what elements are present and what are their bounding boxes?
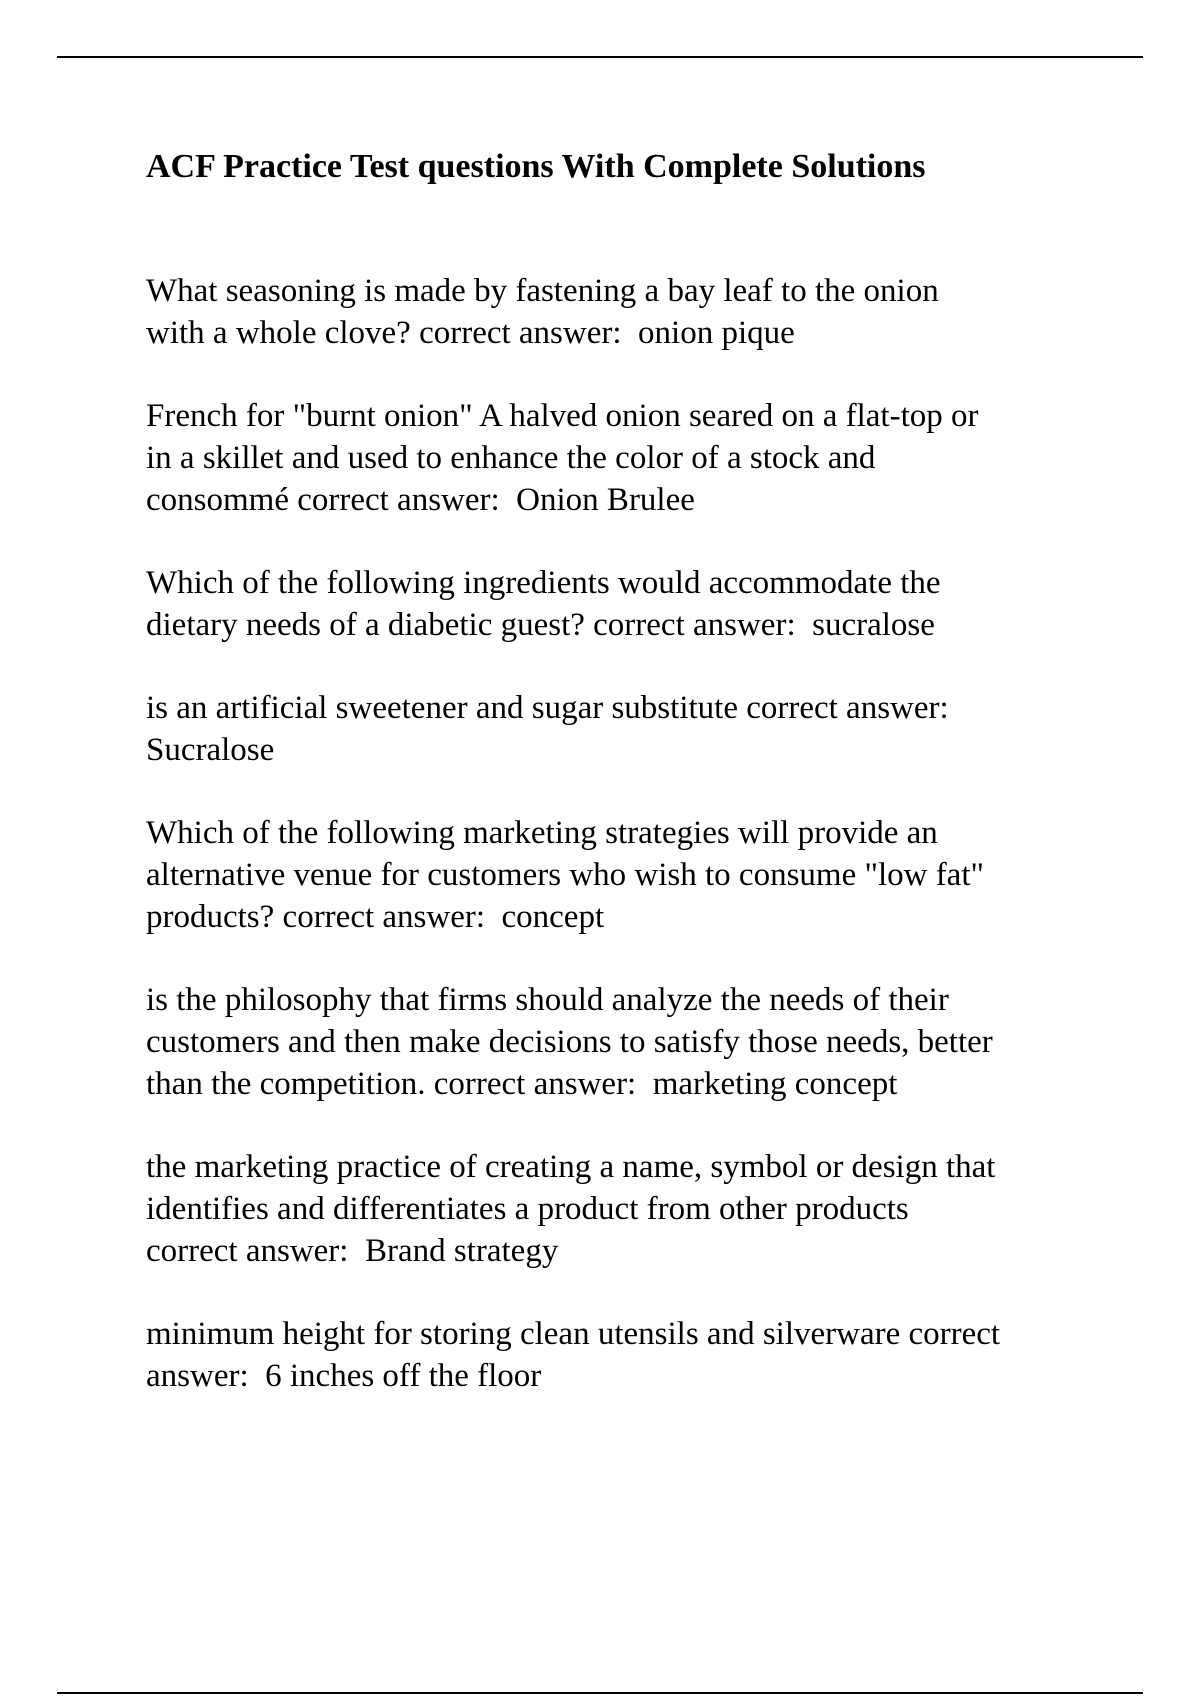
qa-text-line: with a whole clove? correct answer: onion pique (146, 315, 795, 351)
qa-text-line: than the competition. correct answer: marketing concept (146, 1066, 898, 1102)
qa-list (146, 270, 1106, 1438)
qa-item (146, 979, 1106, 1105)
qa-text-line: Sucralose (146, 732, 275, 768)
qa-text-line: minimum height for storing clean utensils and silverware correct (146, 1316, 1001, 1352)
qa-item (146, 1146, 1106, 1272)
qa-text-line: customers and then make decisions to satisfy those needs, better (146, 1024, 993, 1060)
qa-text-line: identifies and differentiates a product from other products (146, 1191, 909, 1227)
qa-text-line: correct answer: Brand strategy (146, 1233, 559, 1269)
qa-item (146, 687, 1106, 771)
qa-text-line: in a skillet and used to enhance the color of a stock and (146, 440, 876, 476)
qa-text-line: What seasoning is made by fastening a bay leaf to the onion (146, 273, 939, 309)
qa-text-line: products? correct answer: concept (146, 899, 605, 935)
document-title: ACF Practice Test questions With Complete Solutions (146, 148, 926, 185)
qa-text-line: consommé correct answer: Onion Brulee (146, 482, 695, 518)
qa-text-line: dietary needs of a diabetic guest? correct answer: sucralose (146, 607, 935, 643)
qa-text-line: the marketing practice of creating a name, symbol or design that (146, 1149, 996, 1185)
qa-text-line: French for "burnt onion" A halved onion seared on a flat-top or (146, 398, 979, 434)
qa-text-line: is the philosophy that firms should analyze the needs of their (146, 982, 949, 1018)
qa-text-line: Which of the following marketing strategies will provide an (146, 815, 938, 851)
qa-text-line: answer: 6 inches off the floor (146, 1358, 542, 1394)
footer-rule (57, 1692, 1143, 1694)
qa-item (146, 270, 1106, 354)
qa-item (146, 812, 1106, 938)
qa-item (146, 395, 1106, 521)
qa-text-line: is an artificial sweetener and sugar substitute correct answer: (146, 690, 949, 726)
qa-text-line: alternative venue for customers who wish to consume "low fat" (146, 857, 984, 893)
header-rule (57, 56, 1143, 58)
qa-text-line: Which of the following ingredients would accommodate the (146, 565, 941, 601)
qa-item (146, 562, 1106, 646)
qa-item (146, 1313, 1106, 1397)
